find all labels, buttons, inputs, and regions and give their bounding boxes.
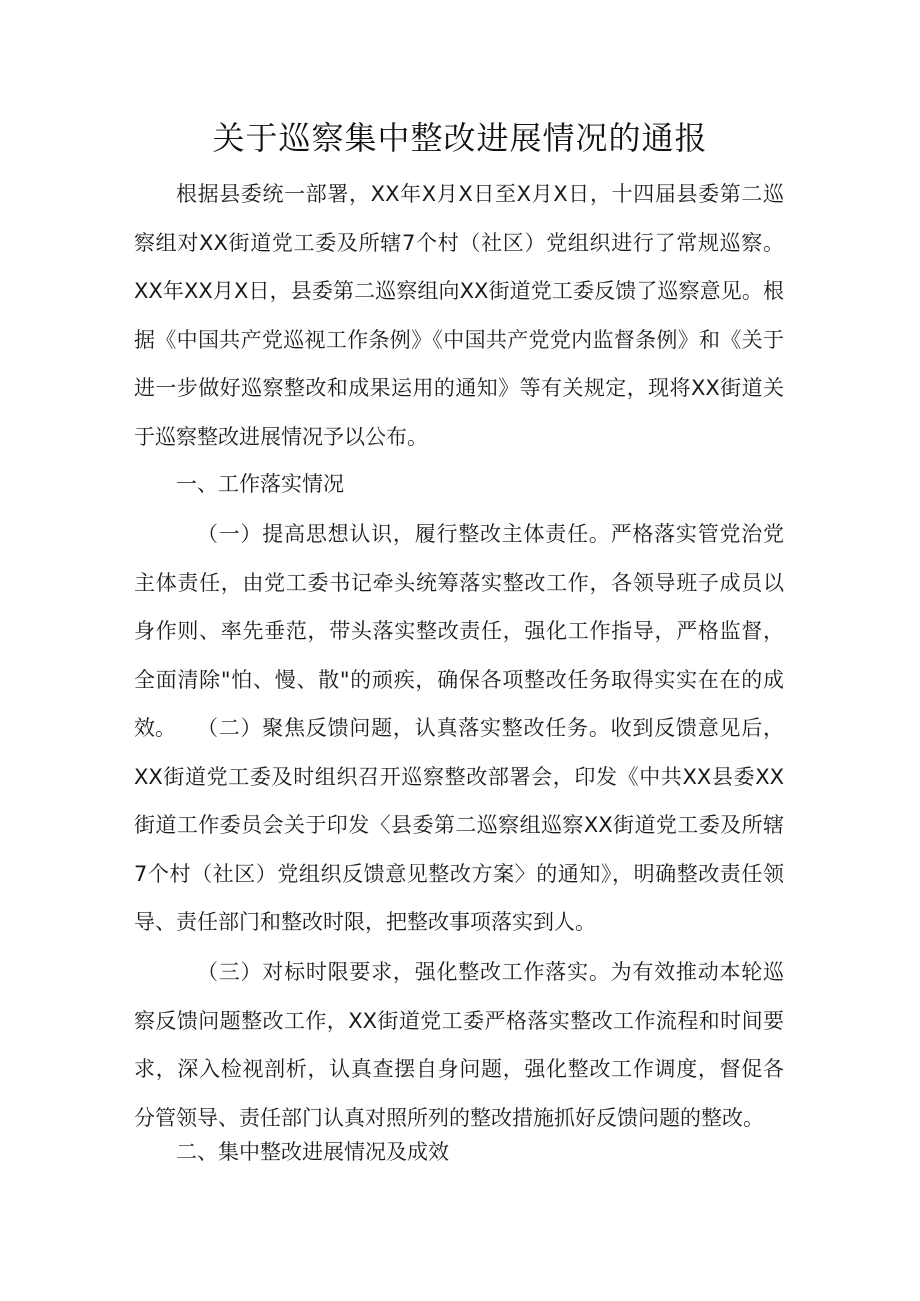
section1-paragraph-2: （二）聚焦反馈问题，认真落实整改任务。收到反馈意见后，XX街道党工委及时组织召开巡察整改部署会，印发《中共XX县委XX街道工作委员会关于印发〈县委第二巡察组巡察XX街道党工委及所辖7个村（社区）党组织反馈意见整改方案〉的通知》，明确整改责任领导、责任部门和整改时限，把整改事项落实到人。 [134, 716, 784, 934]
intro-paragraph: 根据县委统一部署，XX年X月X日至X月X日，十四届县委第二巡察组对XX街道党工委及所辖7个村（社区）党组织进行了常规巡察。XX年XX月X日，县委第二巡察组向XX街道党工委反馈了巡察意见。根据《中国共产党巡视工作条例》《中国共产党党内监督条例》和《关于进一步做好巡察整改和成果运用的通知》等有关规定，现将XX街道关于巡察整改进展情况予以公布。 [134, 182, 784, 449]
section1-paragraph-3: （三）对标时限要求，强化整改工作落实。为有效推动本轮巡察反馈问题整改工作，XX街道党工委严格落实整改工作流程和时间要求，深入检视剖析，认真查摆自身问题，强化整改工作调度，督促各分管领导、责任部门认真对照所列的整改措施抓好反馈问题的整改。 [134, 960, 784, 1130]
section1-heading: 一、工作落实情况 [176, 472, 344, 496]
section1-paragraph-1: （一）提高思想认识，履行整改主体责任。严格落实管党治党主体责任，由党工委书记牵头统筹落实整改工作，各领导班子成员以身作则、率先垂范，带头落实整改责任，强化工作指导，严格监督，全面清除"怕、慢、散"的顽疾，确保各项整改任务取得实实在在的成效。 [134, 522, 784, 740]
document-title: 关于巡察集中整改进展情况的通报 [212, 119, 708, 157]
section2-heading: 二、集中整改进展情况及成效 [176, 1140, 449, 1164]
